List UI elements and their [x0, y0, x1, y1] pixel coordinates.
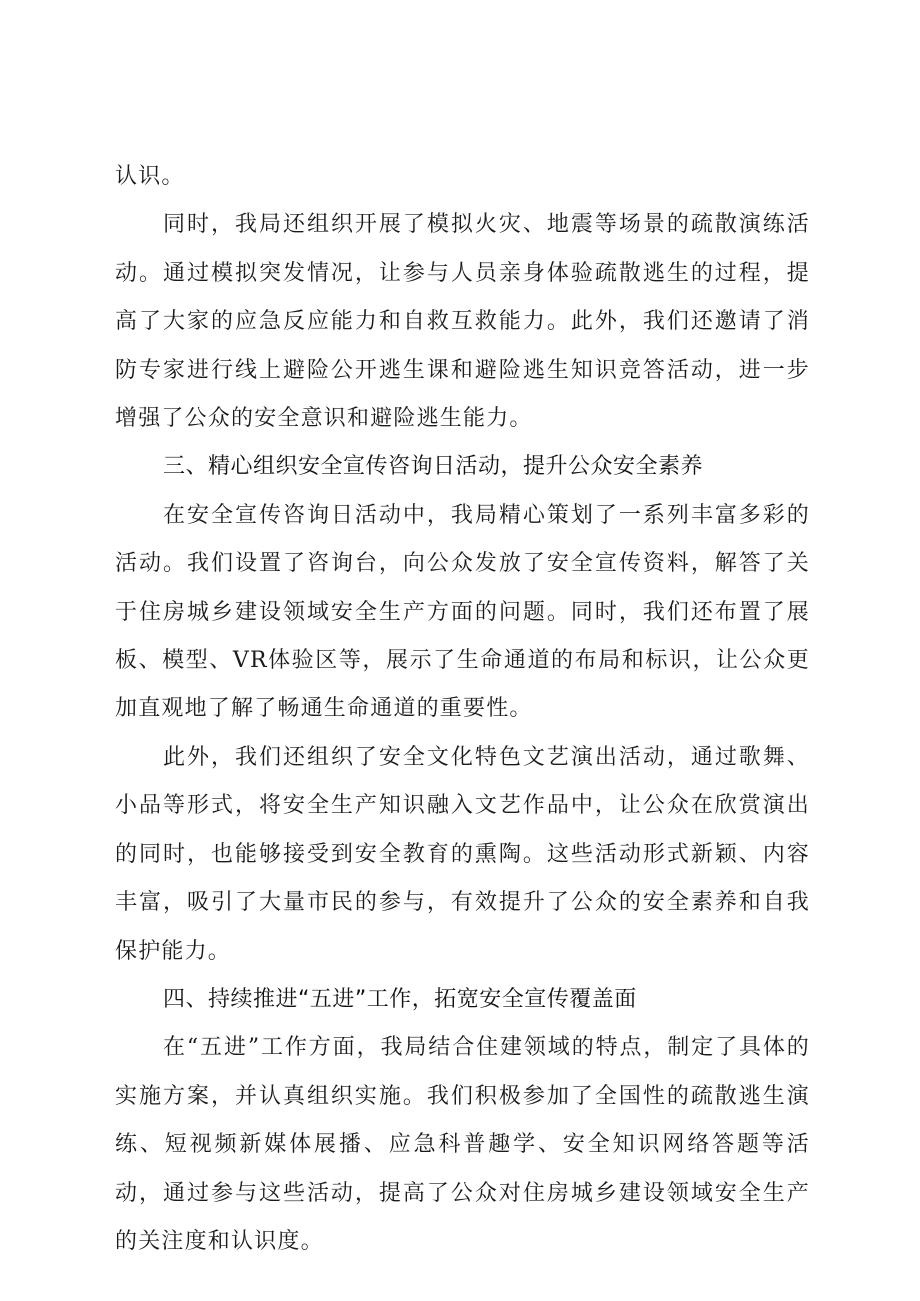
paragraph-five-entries: 在“五进”工作方面，我局结合住建领域的特点，制定了具体的实施方案，并认真组织实施。我们积极参加了全国性的疏散逃生演练、短视频新媒体展播、应急科普趣学、安全知识网络答题等活动，通过参与这些活动，提高了公众对住房城乡建设领域安全生产的关注度和认识度。 — [115, 1035, 810, 1254]
paragraph-evacuation-drill: 同时，我局还组织开展了模拟火灾、地震等场景的疏散演练活动。通过模拟突发情况，让参与人员亲身体验疏散逃生的过程，提高了大家的应急反应能力和自救互救能力。此外，我们还邀请了消防专家进行线上避险公开逃生课和避险逃生知识竞答活动，进一步增强了公众的安全意识和避险逃生能力。 — [115, 212, 810, 432]
paragraph-consultation-day: 在安全宣传咨询日活动中，我局精心策划了一系列丰富多彩的活动。我们设置了咨询台，向公众发放了安全宣传资料，解答了关于住房城乡建设领域安全生产方面的问题。同时，我们还布置了展板、模型、VR体验区等，展示了生命通道的布局和标识，让公众更加直观地了解了畅通生命通道的重要性。 — [115, 502, 810, 722]
paragraph-continuation: 认识。 — [115, 164, 185, 189]
section-heading-four: 四、持续推进“五进”工作，拓宽安全宣传覆盖面 — [163, 986, 637, 1012]
document-body — [115, 153, 810, 1266]
section-heading-three: 三、精心组织安全宣传咨询日活动，提升公众安全素养 — [163, 454, 704, 480]
paragraph-cultural-performance: 此外，我们还组织了安全文化特色文艺演出活动，通过歌舞、小品等形式，将安全生产知识融入文艺作品中，让公众在欣赏演出的同时，也能够接受到安全教育的熏陶。这些活动形式新颖、内容丰富，吸引了大量市民的参与，有效提升了公众的安全素养和自我保护能力。 — [115, 744, 810, 964]
